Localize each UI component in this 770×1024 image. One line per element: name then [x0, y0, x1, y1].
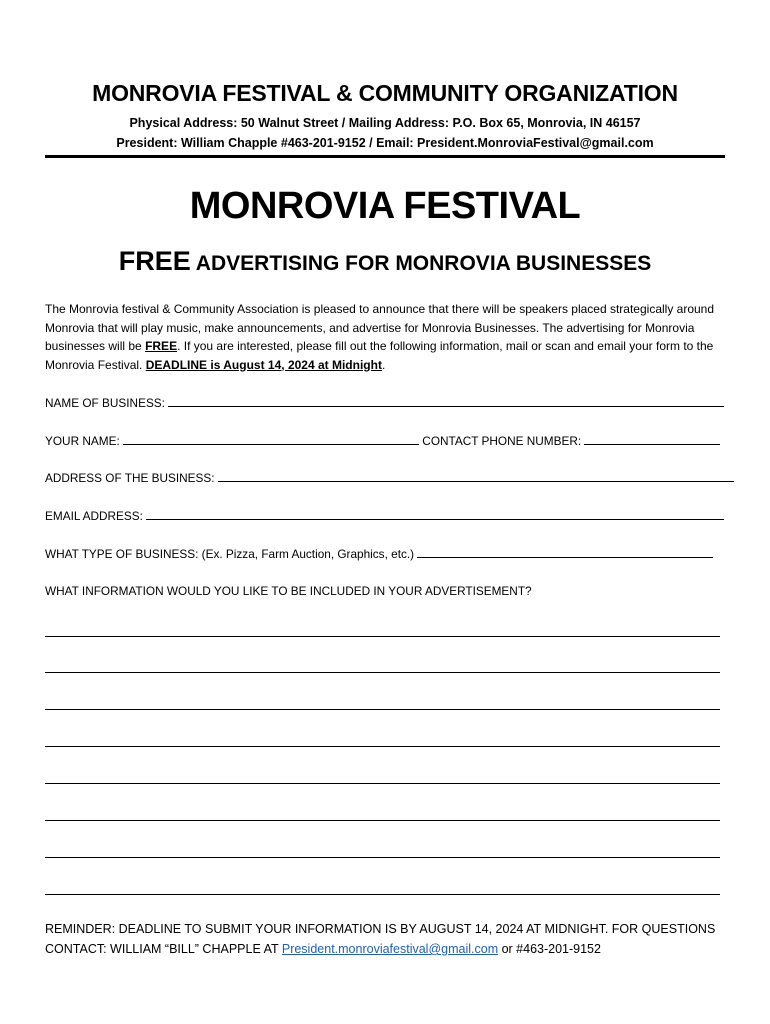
email-label: EMAIL ADDRESS: [45, 509, 143, 523]
intro-free-emphasis: FREE [145, 339, 178, 353]
intro-text-3: . [381, 357, 386, 372]
address-line: Physical Address: 50 Walnut Street / Mailing Address: P.O. Box 65, Monrovia, IN 46157 [129, 116, 641, 130]
ad-info-line[interactable] [45, 746, 720, 747]
intro-deadline: DEADLINE is August 14, 2024 at Midnight [145, 357, 382, 372]
email-row [45, 509, 724, 523]
reminder-block [45, 919, 735, 959]
ad-info-line[interactable] [45, 783, 720, 784]
your-name-field[interactable] [123, 434, 419, 445]
business-type-field[interactable] [417, 547, 713, 558]
subtitle-free-word: FREE [118, 246, 191, 276]
ad-info-label: WHAT INFORMATION WOULD YOU LIKE TO BE INCLUDED IN YOUR ADVERTISEMENT? [45, 584, 532, 598]
business-address-label: ADDRESS OF THE BUSINESS: [45, 471, 215, 485]
phone-label: CONTACT PHONE NUMBER: [422, 434, 582, 448]
phone-field[interactable] [584, 434, 720, 445]
ad-info-line[interactable] [45, 672, 720, 673]
intro-text-2: . If you are interested, please fill out the following information, mail or scan and email your form to the Monrovia Festival. [45, 339, 714, 372]
business-name-field[interactable] [168, 396, 724, 407]
organization-title: MONROVIA FESTIVAL & COMMUNITY ORGANIZATION [92, 80, 678, 106]
your-name-label: YOUR NAME: [45, 434, 120, 448]
reminder-contact-prefix: CONTACT: WILLIAM “BILL” CHAPPLE AT [45, 942, 282, 956]
business-type-row [45, 547, 713, 561]
reminder-line-1: REMINDER: DEADLINE TO SUBMIT YOUR INFORMATION IS BY AUGUST 14, 2024 AT MIDNIGHT. FOR QUESTIONS [45, 922, 716, 936]
business-address-field[interactable] [218, 471, 734, 482]
reminder-contact-suffix: or #463-201-9152 [498, 942, 601, 956]
business-address-row [45, 471, 734, 485]
ad-info-line[interactable] [45, 857, 720, 858]
page-subtitle [0, 246, 770, 277]
ad-info-line[interactable] [45, 636, 720, 637]
reminder-line-2 [45, 939, 735, 959]
contact-email-link[interactable]: President.monroviafestival@gmail.com [281, 942, 499, 956]
intro-paragraph [45, 300, 725, 374]
your-name-row [45, 434, 720, 448]
email-field[interactable] [146, 509, 724, 520]
subtitle-rest: ADVERTISING FOR MONROVIA BUSINESSES [190, 252, 652, 275]
business-name-row [45, 396, 724, 410]
page-title: MONROVIA FESTIVAL [189, 185, 581, 227]
ad-info-line[interactable] [45, 820, 720, 821]
ad-info-line[interactable] [45, 894, 720, 895]
header-divider [45, 155, 725, 158]
president-contact-line: President: William Chapple #463-201-9152 / Email: President.MonroviaFestival@gmail.com [116, 136, 654, 150]
business-type-label: WHAT TYPE OF BUSINESS: (Ex. Pizza, Farm Auction, Graphics, etc.) [45, 547, 415, 561]
ad-info-line[interactable] [45, 709, 720, 710]
business-name-label: NAME OF BUSINESS: [45, 396, 165, 410]
intro-text-1: The Monrovia festival & Community Association is pleased to announce that there will be speakers placed strategically around Monrovia that will play music, make announcements, and advertise for Monrovia Businesses. The advertising for Monrovia businesses will be [45, 302, 715, 353]
